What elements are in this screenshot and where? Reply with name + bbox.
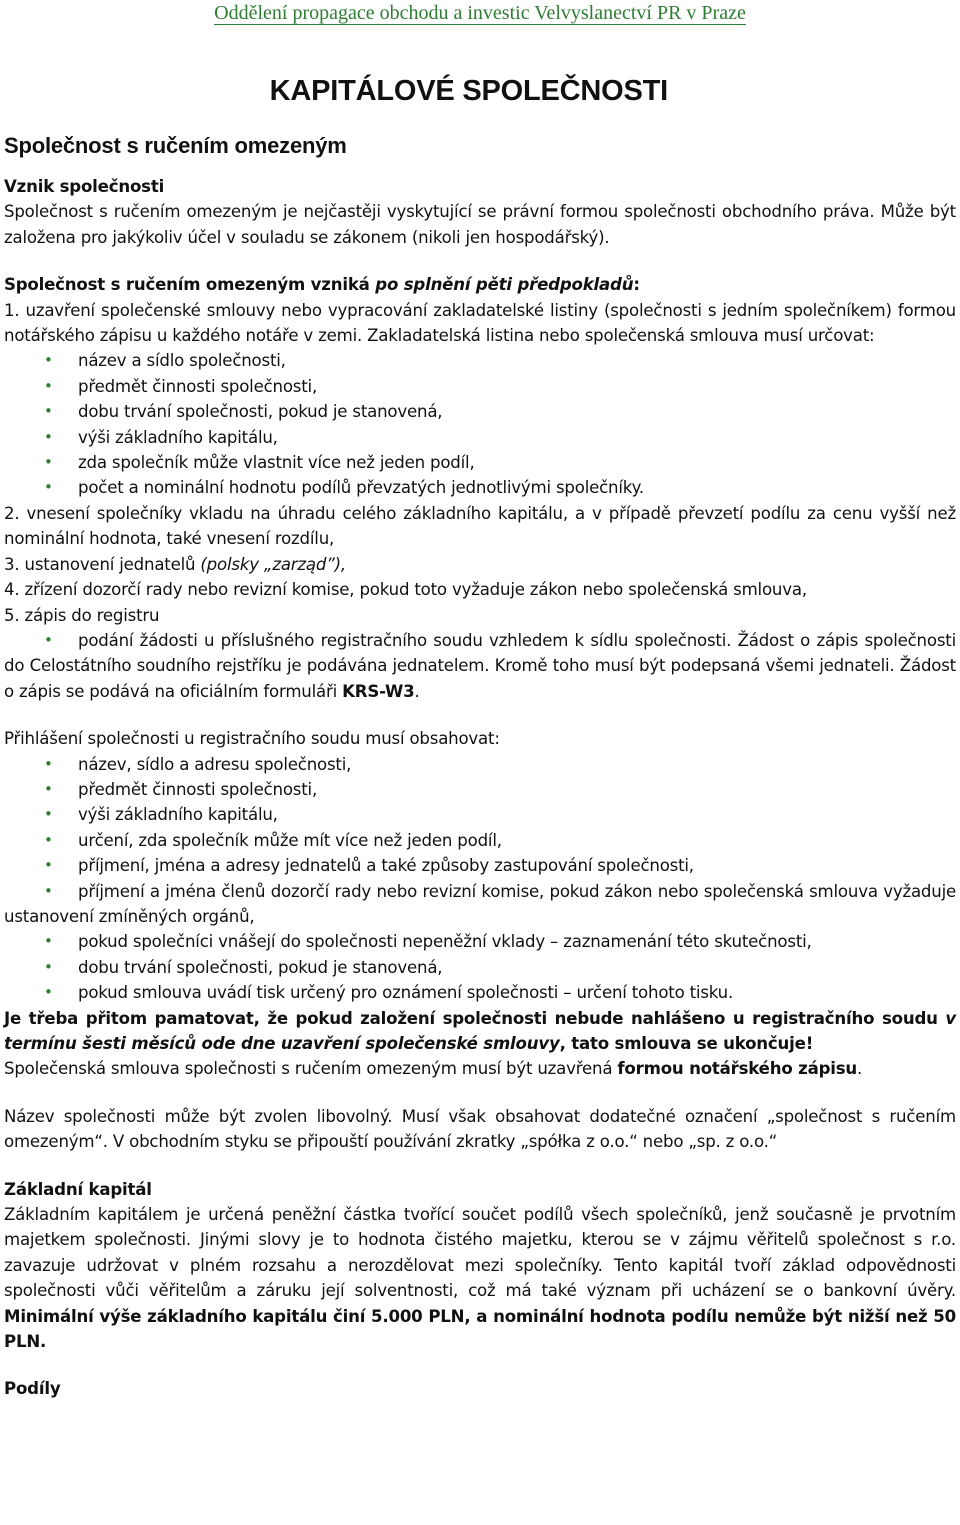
registry-filing-end: .: [414, 681, 420, 701]
list-item: • dobu trvání společnosti, pokud je stanovená,: [4, 399, 956, 424]
spacer: [4, 1082, 956, 1104]
notary-paragraph: [4, 1056, 956, 1081]
vznik-text: Společnost s ručením omezeným je nejčastěji vyskytující se právní formou společnosti obchodního práva. Může být založena pro jakýkoliv účel v souladu se zákonem (nikoli jen hospodářský).: [4, 202, 956, 247]
spacer: [4, 704, 956, 726]
condition-item-3: [4, 552, 956, 577]
list-item: • název, sídlo a adresu společnosti,: [4, 752, 956, 777]
vznik-heading: Vznik společnosti: [4, 177, 165, 196]
warning-a: Je třeba přitom pamatovat, že pokud založení společnosti nebude nahlášeno u registračního soudu: [4, 1008, 946, 1028]
list-item: • příjmení, jména a adresy jednatelů a také způsoby zastupování společnosti,: [4, 853, 956, 878]
registration-list-continued: [4, 929, 956, 1005]
registry-filing-text: podání žádosti u příslušného registračního soudu vzhledem k sídlu společnosti. Žádost o zápis společnosti do Celostátního soudního rejstříku je podávána jednatelem. Kromě toho musí být podepsaná všemi jednateli. Žádost o zápis se podává na oficiálním formuláři: [4, 630, 956, 701]
list-item: • výši základního kapitálu,: [4, 425, 956, 450]
spacer: [4, 250, 956, 272]
list-item: • počet a nominální hodnotu podílů převzatých jednotlivými společníky.: [4, 475, 956, 500]
list-item: • výši základního kapitálu,: [4, 802, 956, 827]
company-name-paragraph: Název společnosti může být zvolen libovolný. Musí však obsahovat dodatečné označení „společnost s ručením omezeným“. V obchodním styku se připouští používání zkratky „spółka z o.o.“ nebo „sp. z o.o.“: [4, 1106, 956, 1152]
list-item: • pokud společníci vnášejí do společnosti nepeněžní vklady – zaznamenání této skutečnosti,: [4, 929, 956, 954]
registry-filing-paragraph: [4, 628, 956, 704]
form-code: KRS-W3: [342, 681, 415, 701]
condition-item-2: 2. vnesení společníky vkladu na úhradu celého základního kapitálu, a v případě převzetí podílu za cenu vyšší než nominální hodnota, také vnesení rozdílu,: [4, 503, 956, 549]
bullet-icon: •: [44, 881, 53, 900]
conditions-intro-b: po splnění pěti předpokladů: [375, 275, 634, 295]
list-item: • předmět činnosti společnosti,: [4, 374, 956, 399]
capital-paragraph: [4, 1202, 956, 1354]
document-title: KAPITÁLOVÉ SPOLEČNOSTI: [269, 75, 668, 107]
list-item: • dobu trvání společnosti, pokud je stanovená,: [4, 955, 956, 980]
registration-long-item: [4, 879, 956, 930]
spacer: [4, 1155, 956, 1177]
condition-item-4: 4. zřízení dozorčí rady nebo revizní komise, pokud toto vyžaduje zákon nebo společenská smlouva,: [4, 580, 807, 600]
founding-document-list: [4, 348, 956, 500]
warning-b: v termínu šesti měsíců ode dne uzavření společenské smlouvy: [4, 1008, 956, 1053]
conditions-intro-a: Společnost s ručením omezeným vzniká: [4, 275, 376, 295]
notary-c: .: [857, 1059, 863, 1079]
list-item: • určení, zda společník může mít více než jeden podíl,: [4, 828, 956, 853]
capital-text-a: Základním kapitálem je určená peněžní částka tvořící součet podílů všech společníků, jenž současně je prvotním majetkem společnosti. Jinými slovy je to hodnota čistého majetku, kterou se v zájmu věřitelů společnost s r.o. zavazuje udržovat v plném rozsahu a nerozdělovat mezi společníky. Tento kapitál tvoří základ odpovědnosti společnosti vůči věřitelům a záruku její solventnosti, což má také význam při ucházení se o bankovní úvěry.: [4, 1205, 956, 1301]
shares-heading: Podíly: [4, 1379, 61, 1399]
condition-item-1: 1. uzavření společenské smlouvy nebo vypracování zakladatelské listiny (společnosti s jedním společníkem) formou notářského zápisu u každého notáře v zemi. Zakladatelská listina nebo společenská smlouva musí určovat:: [4, 300, 956, 346]
conditions-intro-c: :: [633, 275, 640, 295]
list-item: • předmět činnosti společnosti,: [4, 777, 956, 802]
section-heading: Společnost s ručením omezeným: [4, 133, 347, 158]
warning-c: , tato smlouva se ukončuje!: [559, 1034, 814, 1053]
conditions-intro: [4, 272, 956, 297]
notary-b: formou notářského zápisu: [617, 1059, 858, 1079]
list-item: • zda společník může vlastnit více než jeden podíl,: [4, 450, 956, 475]
registration-intro: Přihlášení společnosti u registračního soudu musí obsahovat:: [4, 729, 500, 749]
capital-text-b: Minimální výše základního kapitálu činí 5.000 PLN, a nominální hodnota podílu nemůže být nižší než 50 PLN.: [4, 1306, 956, 1352]
capital-heading: Základní kapitál: [4, 1179, 152, 1199]
registration-list: [4, 752, 956, 879]
page-header-text: Oddělení propagace obchodu a investic Velvyslanectví PR v Praze: [214, 2, 746, 24]
condition-item-3-a: 3. ustanovení jednatelů: [4, 554, 201, 574]
list-item: • pokud smlouva uvádí tisk určený pro oznámení společnosti – určení tohoto tisku.: [4, 980, 956, 1005]
page-header: [0, 2, 960, 25]
warning-paragraph: [4, 1006, 956, 1057]
condition-item-5: 5. zápis do registru: [4, 605, 160, 625]
spacer: [4, 1354, 956, 1376]
notary-a: Společenská smlouva společnosti s ručením omezeným musí být uzavřená: [4, 1059, 618, 1079]
condition-item-3-b: (polsky „zarząd”),: [200, 554, 346, 574]
bullet-icon: •: [44, 630, 53, 649]
list-item: • název a sídlo společnosti,: [4, 348, 956, 373]
registration-long-text: příjmení a jména členů dozorčí rady nebo revizní komise, pokud zákon nebo společenská smlouva vyžaduje ustanovení zmíněných orgánů,: [4, 881, 956, 926]
document-body: [4, 72, 956, 1402]
